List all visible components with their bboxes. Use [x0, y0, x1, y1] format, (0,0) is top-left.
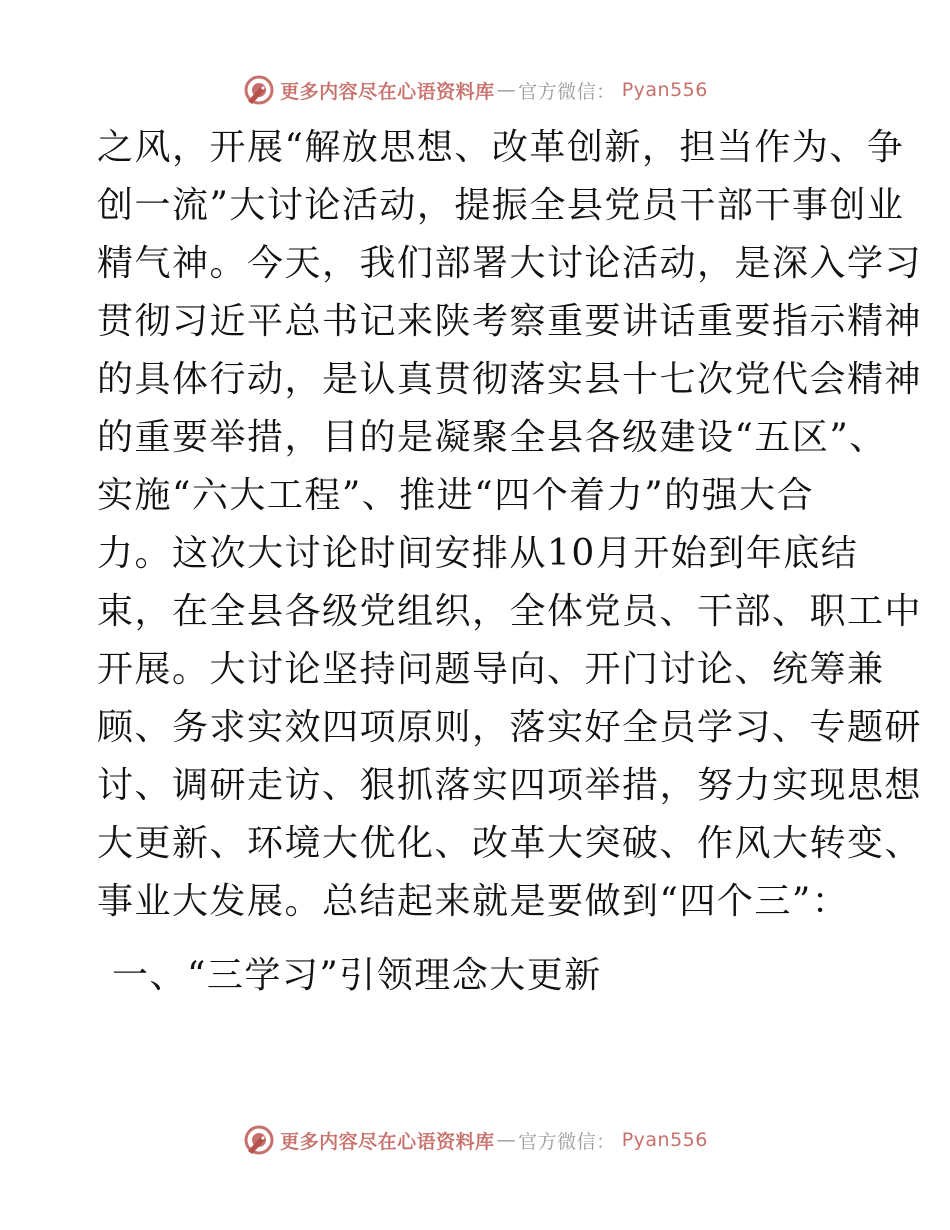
watermark-wechat-id: Pyan556 — [621, 1129, 708, 1151]
watermark-colon: ： — [596, 1130, 616, 1153]
body-line: 束，在全县各级党组织，全体党员、干部、职工中 — [97, 591, 923, 632]
header-watermark — [0, 70, 950, 110]
body-line: 实施“六大工程”、推进“四个着力”的强大合 — [97, 475, 815, 516]
watermark-label: 官方微信 — [518, 80, 597, 103]
fountain-pen-logo-icon — [242, 73, 276, 107]
watermark-site-text: 更多内容尽在心语资料库 — [280, 80, 495, 103]
body-line: 的具体行动，是认真贯彻落实县十七次党代会精神 — [97, 359, 923, 400]
body-line: 开展。大讨论坚持问题导向、开门讨论、统筹兼 — [97, 649, 885, 690]
body-line: 创一流”大讨论活动，提振全县党员干部干事创业 — [97, 185, 905, 226]
body-line: 精气神。今天，我们部署大讨论活动，是深入学习 — [97, 243, 923, 284]
body-line: 事业大发展。总结起来就是要做到“四个三”： — [97, 881, 850, 922]
body-line: 贯彻习近平总书记来陕考察重要讲话重要指示精神 — [97, 301, 923, 342]
watermark-wechat-id: Pyan556 — [621, 79, 708, 101]
body-line: 讨、调研走访、狠抓落实四项举措，努力实现思想 — [97, 765, 923, 806]
body-line: 顾、务求实效四项原则，落实好全员学习、专题研 — [97, 707, 923, 748]
watermark-site-text: 更多内容尽在心语资料库 — [280, 1130, 495, 1153]
body-line: 之风，开展“解放思想、改革创新，担当作为、争 — [97, 127, 905, 168]
fountain-pen-logo-icon — [242, 1123, 276, 1157]
footer-watermark — [0, 1120, 950, 1160]
body-paragraph — [97, 119, 923, 931]
body-line: 力。这次大讨论时间安排从10月开始到年底结 — [97, 533, 859, 574]
section-heading: 一、“三学习”引领理念大更新 — [112, 955, 602, 996]
watermark-dash: — — [496, 79, 517, 101]
body-line: 大更新、环境大优化、改革大突破、作风大转变、 — [97, 823, 923, 864]
watermark-label: 官方微信 — [518, 1130, 597, 1153]
body-line: 的重要举措，目的是凝聚全县各级建设“五区”、 — [97, 417, 887, 458]
watermark-colon: ： — [596, 80, 616, 103]
watermark-dash: — — [496, 1129, 517, 1151]
